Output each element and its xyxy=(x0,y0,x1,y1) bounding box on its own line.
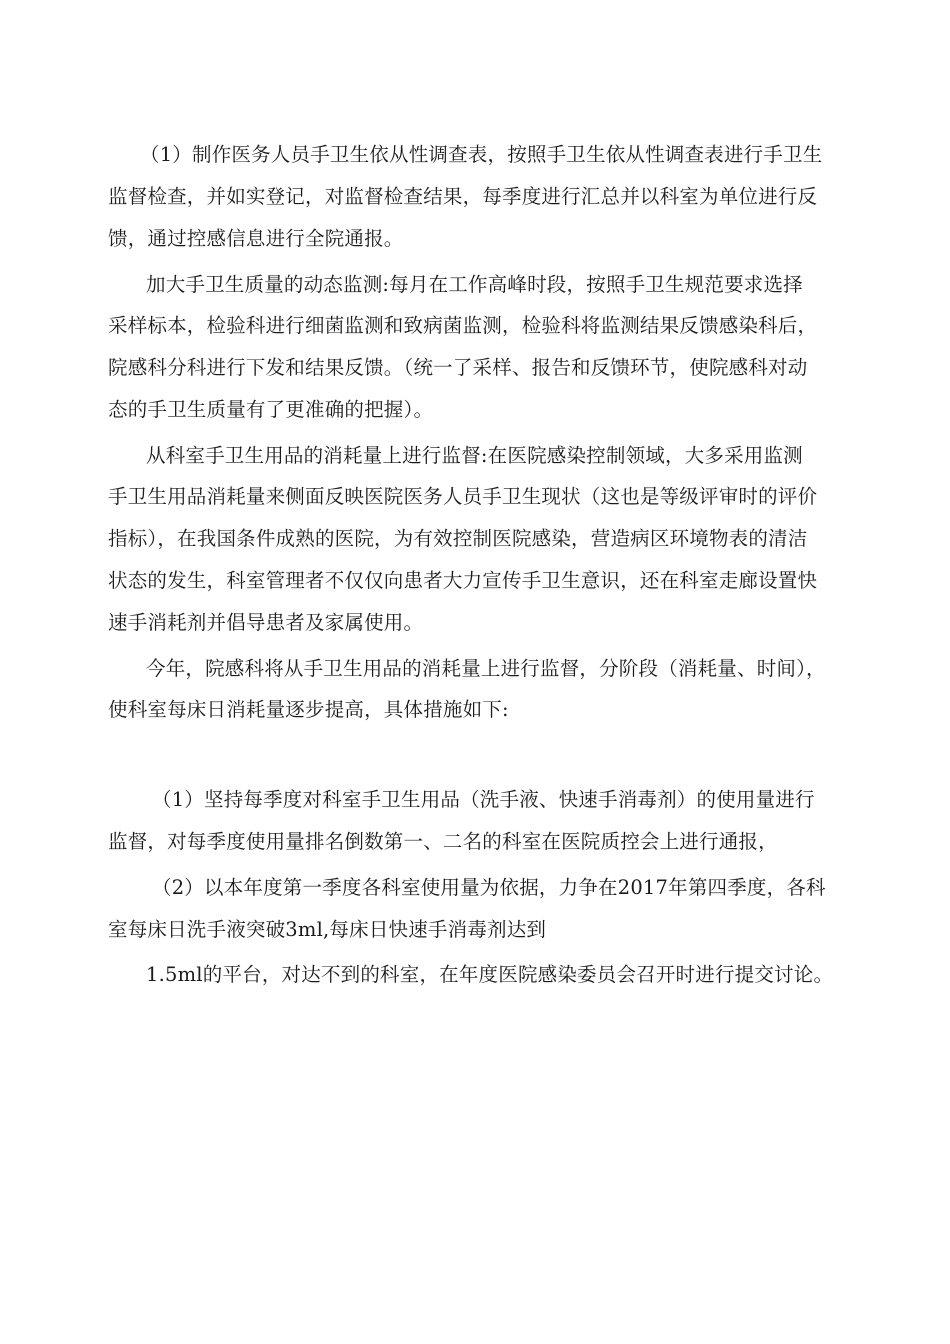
text-line: 使科室每床日消耗量逐步提高，具体措施如下: xyxy=(108,698,509,721)
text-line: 监督，对每季度使用量排名倒数第一、二名的科室在医院质控会上进行通报， xyxy=(108,830,778,853)
text-line: 速手消耗剂并倡导患者及家属使用。 xyxy=(108,611,424,634)
text-line: 状态的发生，科室管理者不仅仅向患者大力宣传手卫生意识，还在科室走廊设置快 xyxy=(108,569,818,592)
text-line: 馈，通过控感信息进行全院通报。 xyxy=(108,227,404,250)
text-line: 态的手卫生质量有了更准确的把握）。 xyxy=(108,398,434,421)
text-line: 加大手卫生质量的动态监测:每月在工作高峰时段，按照手卫生规范要求选择 xyxy=(146,273,803,296)
text-line: 指标），在我国条件成熟的医院，为有效控制医院感染，营造病区环境物表的清洁 xyxy=(108,527,808,550)
text-line: 室每床日洗手液突破3ml,每床日快速手消毒剂达到 xyxy=(108,918,547,941)
text-line: 监督检查，并如实登记，对监督检查结果，每季度进行汇总并以科室为单位进行反 xyxy=(108,185,818,208)
text-line: 院感科分科进行下发和结果反馈。（统一了采样、报告和反馈环节，使院感科对动 xyxy=(108,356,808,379)
text-line: 今年，院感科将从手卫生用品的消耗量上进行监督，分阶段（消耗量、时间）， xyxy=(146,657,826,680)
text-line: （2）以本年度第一季度各科室使用量为依据，力争在2017年第四季度，各科 xyxy=(152,876,826,899)
text-line: （1）制作医务人员手卫生依从性调查表，按照手卫生依从性调查表进行手卫生 xyxy=(140,143,823,166)
text-line: （1）坚持每季度对科室手卫生用品（洗手液、快速手消毒剂）的使用量进行 xyxy=(152,788,815,811)
text-line: 手卫生用品消耗量来侧面反映医院医务人员手卫生现状（这也是等级评审时的评价 xyxy=(108,485,818,508)
text-line: 1.5ml的平台，对达不到的科室，在年度医院感染委员会召开时进行提交讨论。 xyxy=(146,963,834,986)
text-line: 从科室手卫生用品的消耗量上进行监督:在医院感染控制领域，大多采用监测 xyxy=(146,444,803,467)
text-line: 采样标本，检验科进行细菌监测和致病菌监测，检验科将监测结果反馈感染科后， xyxy=(108,314,818,337)
